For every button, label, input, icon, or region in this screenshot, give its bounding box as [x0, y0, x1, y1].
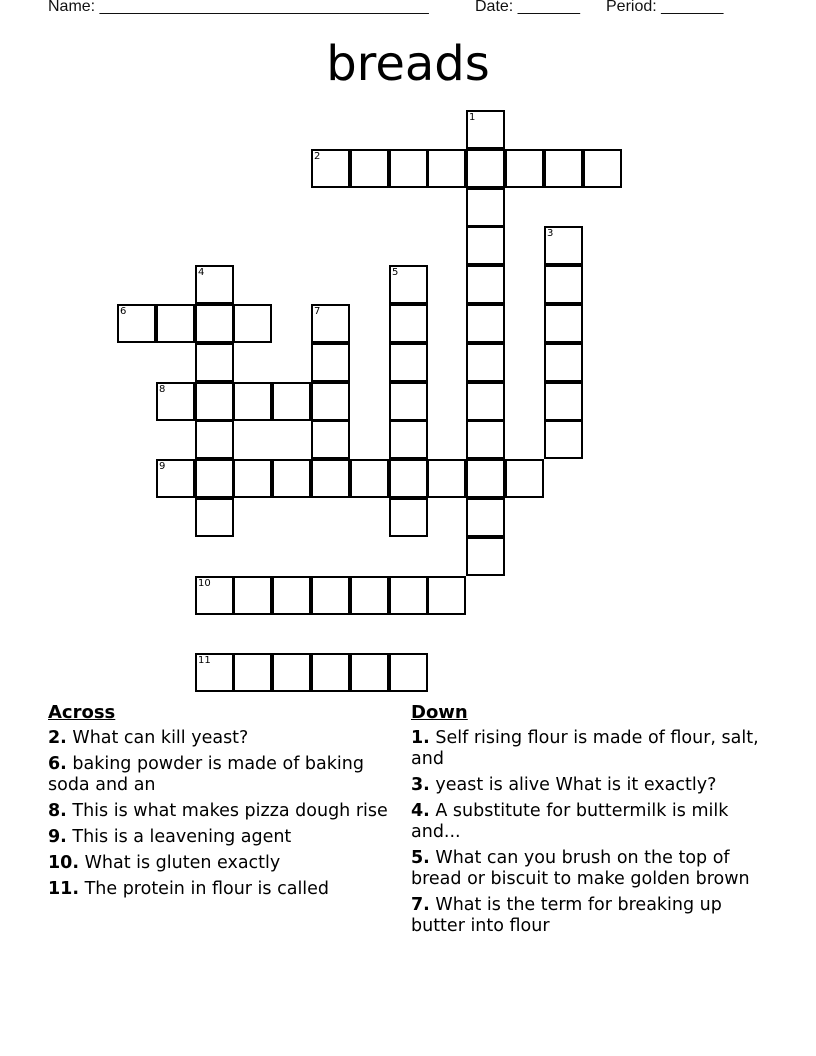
name-field[interactable]: Name: _____________________________________	[48, 0, 429, 15]
grid-cell[interactable]	[544, 226, 583, 265]
grid-cell[interactable]	[466, 226, 505, 265]
clue-number: 1	[469, 112, 476, 123]
down-heading: Down	[411, 702, 468, 723]
grid-cell[interactable]	[544, 343, 583, 382]
down-clue-list	[411, 728, 761, 937]
grid-cell[interactable]	[466, 459, 505, 498]
clue-item	[48, 879, 388, 900]
clue-number: 6.	[48, 754, 67, 774]
grid-cell[interactable]	[195, 459, 234, 498]
clue-number: 9	[159, 461, 166, 472]
grid-cell[interactable]	[233, 653, 272, 692]
clue-text: This is a leavening agent	[66, 827, 292, 847]
across-heading: Across	[48, 702, 116, 723]
clue-number: 11.	[48, 879, 80, 899]
grid-cell[interactable]	[466, 149, 505, 188]
grid-cell[interactable]	[466, 343, 505, 382]
grid-cell[interactable]	[350, 653, 389, 692]
clue-number: 1.	[411, 728, 430, 748]
clue-number: 2.	[48, 728, 67, 748]
grid-cell[interactable]	[389, 653, 428, 692]
grid-cell[interactable]	[466, 537, 505, 576]
clue-number: 10.	[48, 853, 80, 873]
grid-cell[interactable]	[272, 459, 311, 498]
grid-cell[interactable]	[427, 459, 466, 498]
clue-number: 5	[392, 267, 399, 278]
clue-number: 7.	[411, 895, 430, 915]
grid-cell[interactable]	[156, 304, 195, 343]
grid-cell[interactable]	[195, 498, 234, 537]
clue-item	[411, 775, 761, 796]
grid-cell[interactable]	[272, 382, 311, 421]
clue-number: 6	[120, 306, 127, 317]
clue-text: What can kill yeast?	[66, 728, 249, 748]
clue-number: 5.	[411, 848, 430, 868]
grid-cell[interactable]	[427, 576, 466, 615]
grid-cell[interactable]	[466, 304, 505, 343]
clue-text: A substitute for buttermilk is milk and...	[411, 801, 729, 842]
grid-cell[interactable]	[466, 188, 505, 227]
grid-cell[interactable]	[466, 420, 505, 459]
grid-cell[interactable]	[505, 459, 544, 498]
clue-text: What is the term for breaking up butter into flour	[411, 895, 722, 936]
grid-cell[interactable]	[311, 653, 350, 692]
clue-text: This is what makes pizza dough rise	[66, 801, 388, 821]
clue-text: baking powder is made of baking soda and an	[48, 754, 364, 795]
grid-cell[interactable]	[389, 304, 428, 343]
grid-cell[interactable]	[466, 498, 505, 537]
grid-cell[interactable]	[272, 576, 311, 615]
grid-cell[interactable]	[389, 382, 428, 421]
grid-cell[interactable]	[466, 265, 505, 304]
down-clues	[411, 702, 761, 942]
grid-cell[interactable]	[195, 265, 234, 304]
clue-item	[411, 895, 761, 937]
date-field[interactable]: Date: _______	[475, 0, 580, 15]
grid-cell[interactable]	[350, 149, 389, 188]
grid-cell[interactable]	[233, 382, 272, 421]
grid-cell[interactable]	[389, 420, 428, 459]
grid-cell[interactable]	[389, 343, 428, 382]
grid-cell[interactable]	[311, 420, 350, 459]
grid-cell[interactable]	[311, 304, 350, 343]
clue-number: 4.	[411, 801, 430, 821]
grid-cell[interactable]	[350, 576, 389, 615]
grid-cell[interactable]	[272, 653, 311, 692]
grid-cell[interactable]	[505, 149, 544, 188]
grid-cell[interactable]	[311, 459, 350, 498]
puzzle-title: breads	[326, 36, 490, 92]
grid-cell[interactable]	[195, 576, 234, 615]
clue-item	[411, 728, 761, 770]
clue-number: 2	[314, 151, 321, 162]
clue-text: What is gluten exactly	[79, 853, 281, 873]
clue-number: 8.	[48, 801, 67, 821]
clue-number: 3.	[411, 775, 430, 795]
clue-item	[411, 848, 761, 890]
grid-cell[interactable]	[350, 459, 389, 498]
grid-cell[interactable]	[195, 304, 234, 343]
clue-number: 10	[198, 578, 211, 589]
grid-cell[interactable]	[544, 149, 583, 188]
grid-cell[interactable]	[311, 149, 350, 188]
grid-cell[interactable]	[389, 459, 428, 498]
grid-cell[interactable]	[544, 304, 583, 343]
grid-cell[interactable]	[389, 498, 428, 537]
grid-cell[interactable]	[233, 459, 272, 498]
clue-item	[48, 754, 388, 796]
grid-cell[interactable]	[233, 576, 272, 615]
clue-text: Self rising flour is made of flour, salt, and	[411, 728, 759, 769]
clue-text: yeast is alive What is it exactly?	[429, 775, 717, 795]
clue-number: 4	[198, 267, 205, 278]
grid-cell[interactable]	[156, 382, 195, 421]
grid-cell[interactable]	[544, 420, 583, 459]
grid-cell[interactable]	[544, 265, 583, 304]
clue-number: 7	[314, 306, 321, 317]
grid-cell[interactable]	[233, 304, 272, 343]
grid-cell[interactable]	[427, 149, 466, 188]
grid-cell[interactable]	[389, 149, 428, 188]
across-clues	[48, 702, 388, 905]
clue-item	[48, 801, 388, 822]
grid-cell[interactable]	[195, 420, 234, 459]
grid-cell[interactable]	[195, 382, 234, 421]
grid-cell[interactable]	[311, 343, 350, 382]
clue-item	[48, 728, 388, 749]
across-clue-list	[48, 728, 388, 900]
grid-cell[interactable]	[583, 149, 622, 188]
grid-cell[interactable]	[389, 265, 428, 304]
clue-number: 11	[198, 655, 211, 666]
grid-cell[interactable]	[311, 382, 350, 421]
grid-cell[interactable]	[195, 343, 234, 382]
clue-number: 8	[159, 384, 166, 395]
clue-item	[48, 827, 388, 848]
clue-text: What can you brush on the top of bread or biscuit to make golden brown	[411, 848, 750, 889]
grid-cell[interactable]	[311, 576, 350, 615]
grid-cell[interactable]	[156, 459, 195, 498]
grid-cell[interactable]	[117, 304, 156, 343]
grid-cell[interactable]	[389, 576, 428, 615]
clue-item	[411, 801, 761, 843]
clue-number: 9.	[48, 827, 67, 847]
grid-cell[interactable]	[466, 110, 505, 149]
clue-number: 3	[547, 228, 554, 239]
clue-text: The protein in flour is called	[79, 879, 330, 899]
clue-item	[48, 853, 388, 874]
grid-cell[interactable]	[544, 382, 583, 421]
grid-cell[interactable]	[466, 382, 505, 421]
grid-cell[interactable]	[195, 653, 234, 692]
period-field[interactable]: Period: _______	[606, 0, 724, 15]
